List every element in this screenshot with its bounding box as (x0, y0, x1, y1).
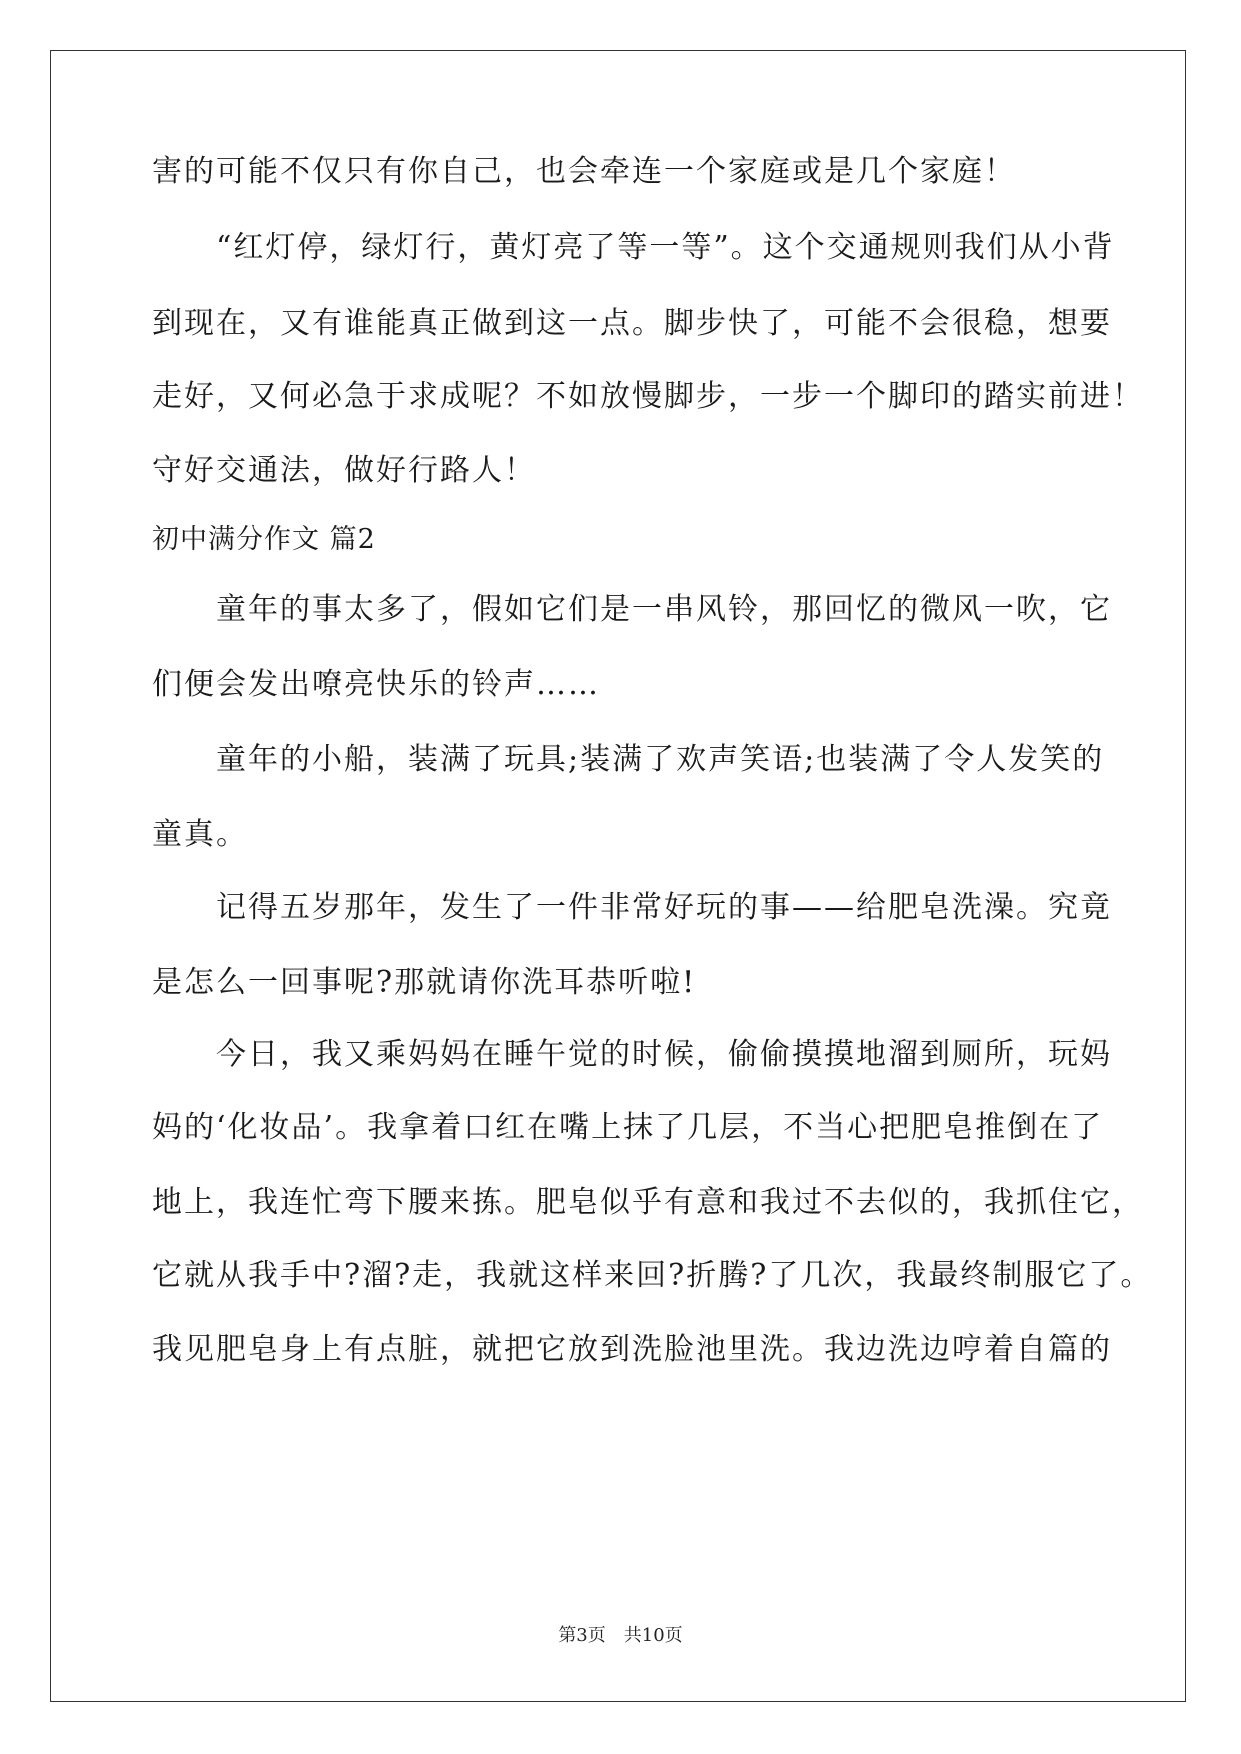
text-line-4: 走好，又何必急于求成呢？不如放慢脚步，一步一个脚印的踏实前进！ (152, 379, 1144, 414)
text-line-14: 妈的‘化妆品’。我拿着口红在嘴上抹了几层，不当心把肥皂推倒在了 (152, 1110, 1104, 1145)
page-border (50, 50, 1186, 1702)
text-line-15: 地上，我连忙弯下腰来拣。肥皂似乎有意和我过不去似的，我抓住它， (152, 1185, 1144, 1220)
text-line-7: 童年的事太多了，假如它们是一串风铃，那回忆的微风一吹，它 (216, 592, 1112, 627)
text-line-8: 们便会发出嘹亮快乐的铃声…… (152, 667, 600, 702)
text-line-17: 我见肥皂身上有点脏，就把它放到洗脸池里洗。我边洗边哼着自篇的 (152, 1332, 1112, 1367)
page-footer: 第3页 共10页 (558, 1625, 683, 1646)
text-line-11: 记得五岁那年，发生了一件非常好玩的事——给肥皂洗澡。究竟 (216, 890, 1112, 925)
text-line-2: “红灯停，绿灯行，黄灯亮了等一等”。这个交通规则我们从小背 (216, 230, 1115, 265)
text-line-10: 童真。 (152, 817, 248, 852)
text-line-3: 到现在，又有谁能真正做到这一点。脚步快了，可能不会很稳，想要 (152, 306, 1112, 341)
text-line-1: 害的可能不仅只有你自己，也会牵连一个家庭或是几个家庭！ (152, 154, 1016, 189)
text-line-5: 守好交通法，做好行路人！ (152, 453, 536, 488)
section-heading: 初中满分作文 篇2 (152, 524, 376, 555)
text-line-9: 童年的小船，装满了玩具;装满了欢声笑语;也装满了令人发笑的 (216, 742, 1105, 777)
text-line-13: 今日，我又乘妈妈在睡午觉的时候，偷偷摸摸地溜到厕所，玩妈 (216, 1037, 1112, 1072)
text-line-16: 它就从我手中?溜?走，我就这样来回?折腾?了几次，我最终制服它了。 (152, 1258, 1153, 1293)
text-line-12: 是怎么一回事呢?那就请你洗耳恭听啦! (152, 965, 697, 1000)
